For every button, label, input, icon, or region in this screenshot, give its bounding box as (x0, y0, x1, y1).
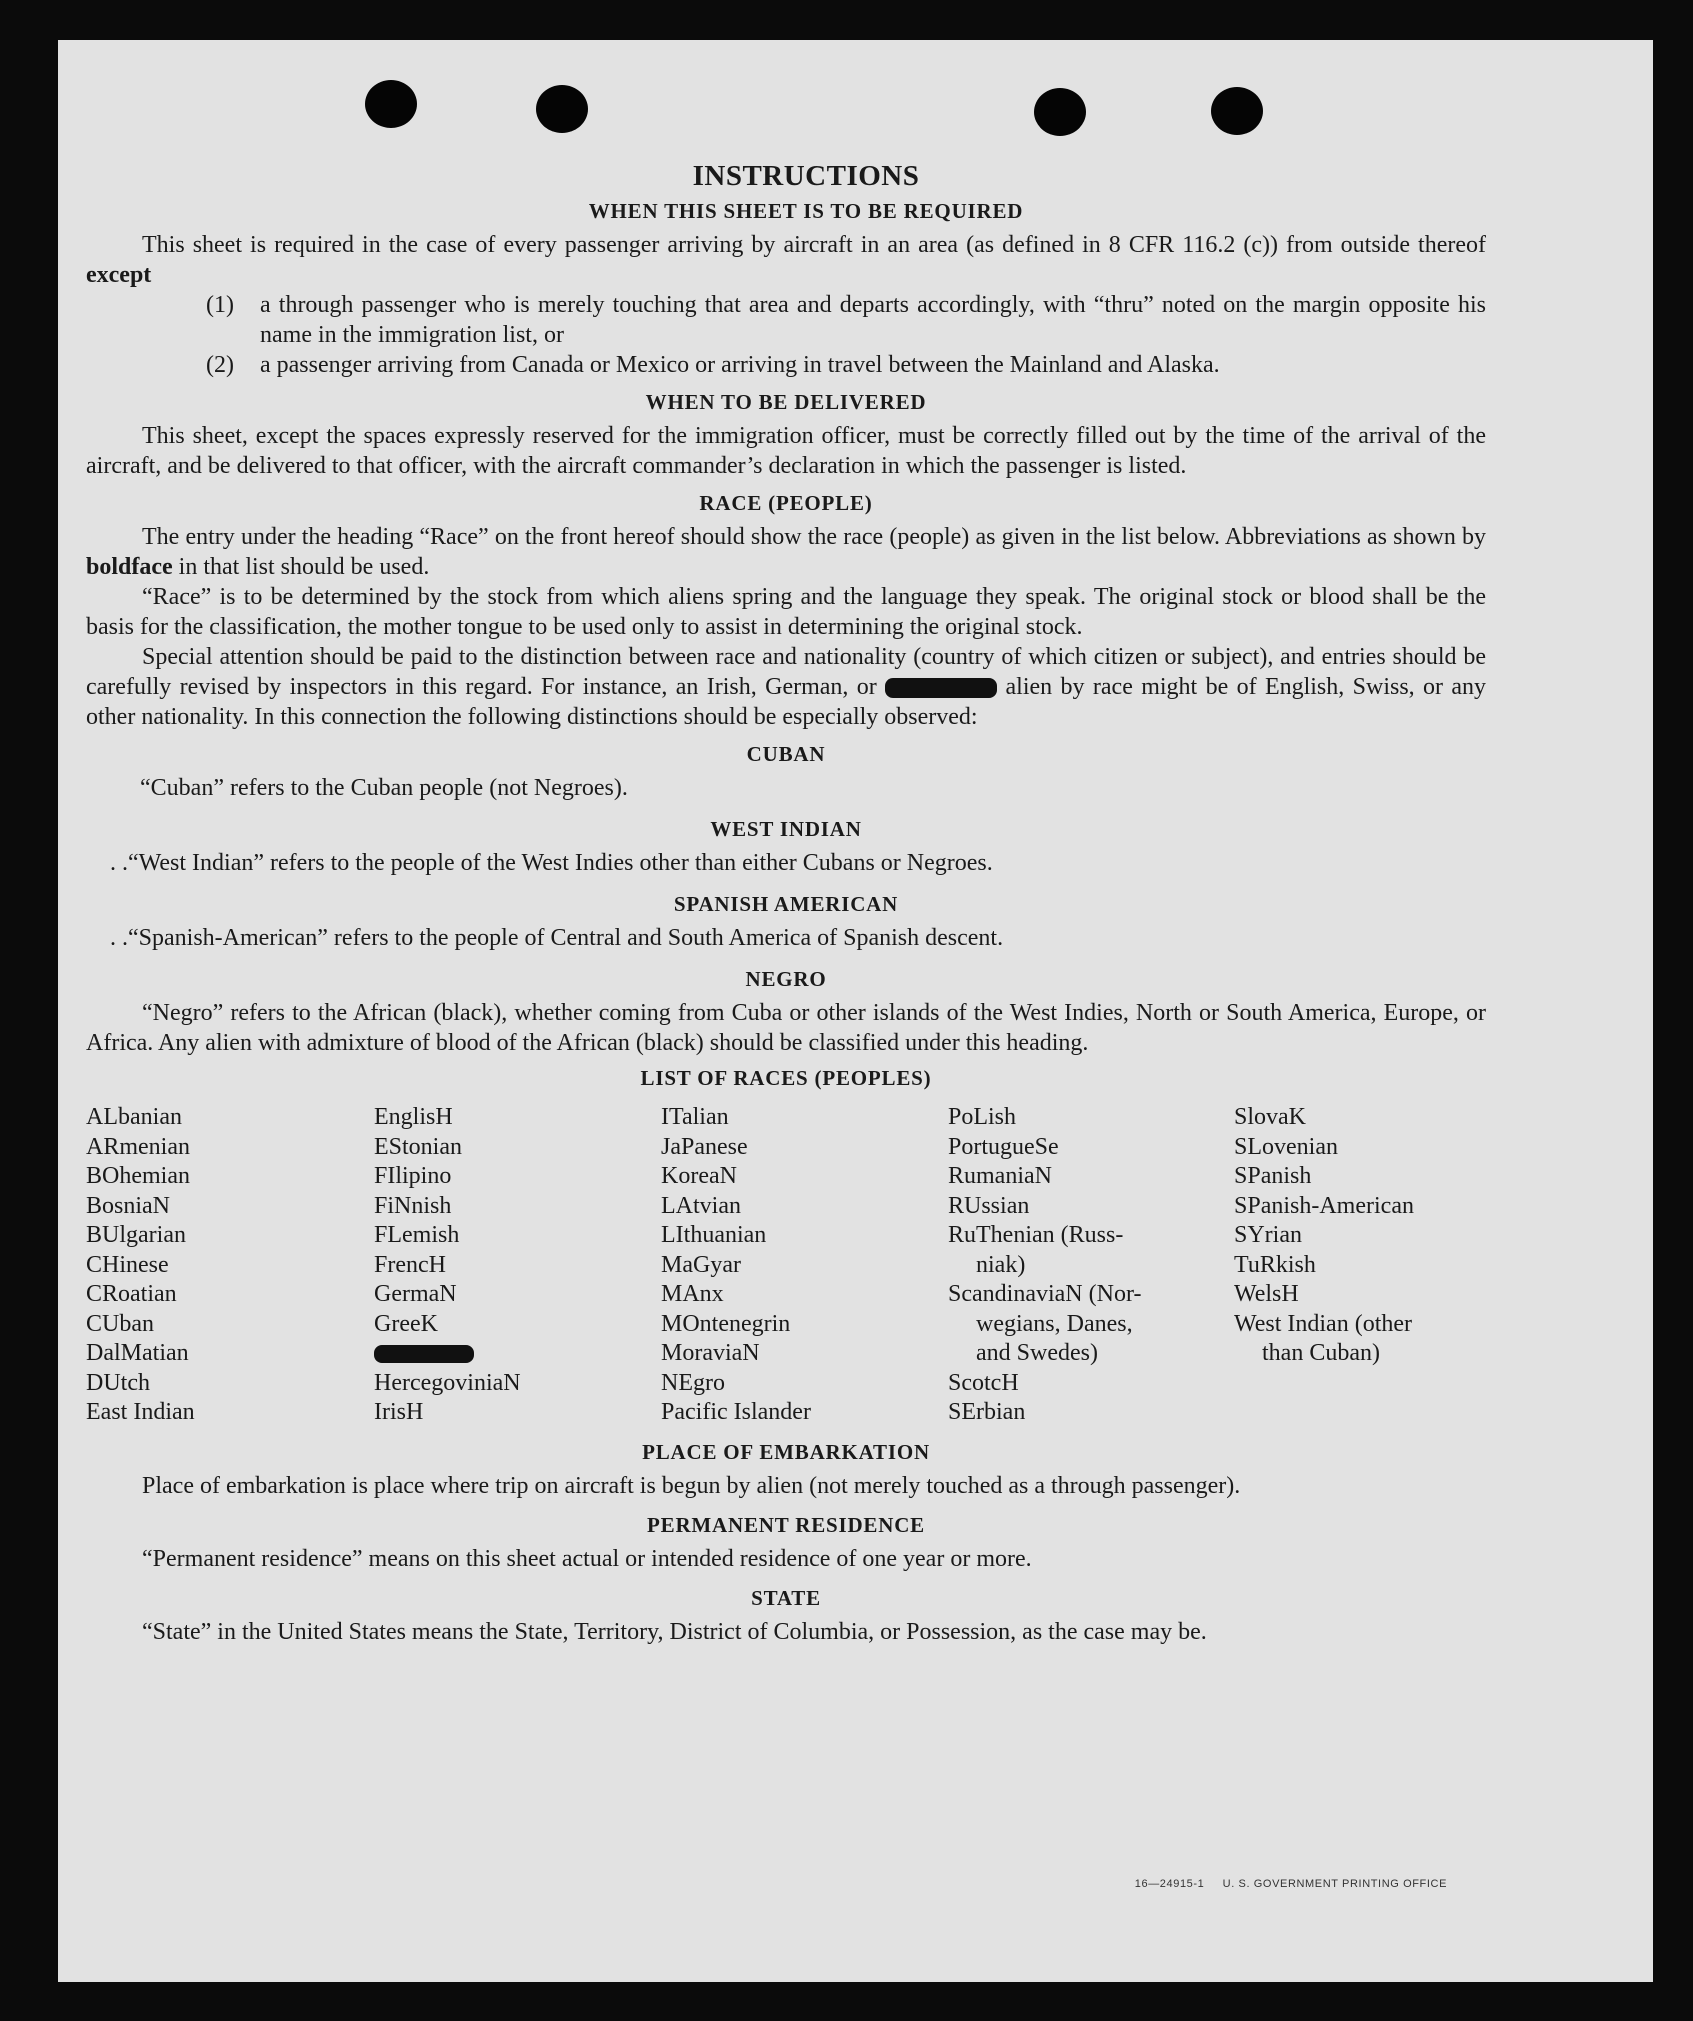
section-heading: WEST INDIAN (710, 817, 862, 841)
document-page (58, 40, 1653, 1982)
race-item: EnglisH (374, 1104, 453, 1130)
race-item: SYrian (1234, 1222, 1302, 1248)
race-item: RumaniaN (948, 1163, 1052, 1189)
race-item: FIlipino (374, 1163, 452, 1189)
race-item: MaGyar (661, 1251, 741, 1278)
race-item: KoreaN (661, 1163, 737, 1189)
race-item: MOntenegrin (661, 1310, 791, 1337)
section-heading: LIST OF RACES (PEOPLES) (640, 1066, 932, 1090)
section-heading: WHEN TO BE DELIVERED (645, 390, 927, 414)
race-item: GermaN (374, 1281, 457, 1307)
race-item: ARmenian (86, 1133, 190, 1160)
race-item: RuThenian (Russ- (948, 1222, 1124, 1248)
print-code: 16—24915-1 U. S. GOVERNMENT PRINTING OFFICE (1134, 1878, 1447, 1890)
race-item: SlovaK (1234, 1104, 1306, 1130)
spanish-american-text: . .“Spanish-American” refers to the people of Central and South America of Spanish descent. (110, 925, 1004, 951)
race-item: East Indian (86, 1399, 195, 1425)
permanent-residence-text: “Permanent residence” means on this sheet actual or intended residence of one year or more. (142, 1545, 1032, 1572)
section-heading: WHEN THIS SHEET IS TO BE REQUIRED (588, 199, 1024, 223)
section-heading: CUBAN (746, 742, 826, 766)
state-text: “State” in the United States means the State, Territory, District of Columbia, or Possession, as the case may be. (142, 1618, 1207, 1645)
race-item: MoraviaN (661, 1340, 760, 1366)
race-item-continuation: and Swedes) (976, 1340, 1098, 1366)
punch-hole (365, 80, 417, 128)
race-item: FrencH (374, 1251, 446, 1278)
race-item: SPanish-American (1234, 1192, 1414, 1219)
race-item: IrisH (374, 1399, 424, 1425)
punch-hole (536, 85, 588, 133)
races-column (948, 1103, 1234, 1428)
race-item: ScotcH (948, 1369, 1019, 1396)
race-item: ALbanian (86, 1104, 182, 1130)
races-column (86, 1103, 374, 1428)
race-item-continuation: niak) (976, 1251, 1026, 1278)
punch-hole (1211, 87, 1263, 135)
cuban-text: “Cuban” refers to the Cuban people (not Negroes). (140, 775, 628, 801)
section-heading: SPANISH AMERICAN (673, 892, 899, 916)
race-item: TuRkish (1234, 1251, 1316, 1278)
races-column (1234, 1103, 1484, 1428)
section-heading: PERMANENT RESIDENCE (647, 1512, 925, 1537)
race-item: JaPanese (661, 1133, 748, 1160)
race-item: SLovenian (1234, 1133, 1338, 1160)
race-paragraph-1: The entry under the heading “Race” on the front hereof should show the race (people) as given in the list below. Abbreviations as shown by boldface in that list should be used. (86, 524, 1486, 580)
race-item-continuation: wegians, Danes, (976, 1310, 1133, 1337)
redacted-race-item (374, 1339, 661, 1369)
section-heading: RACE (PEOPLE) (699, 491, 873, 515)
race-item: HercegoviniaN (374, 1369, 521, 1396)
race-item: LAtvian (661, 1192, 741, 1219)
races-list (86, 1103, 1486, 1428)
races-column (661, 1103, 948, 1428)
negro-text: “Negro” refers to the African (black), whether coming from Cuba or other islands of the West Indies, North or South America, Europe, or Africa. Any alien with admixture of blood of the African (black) should be classified under this heading. (86, 1000, 1486, 1056)
embarkation-text: Place of embarkation is place where trip on aircraft is begun by alien (not merely touched as a through passenger). (142, 1472, 1241, 1499)
redaction-mark (374, 1345, 474, 1363)
punch-hole (1034, 88, 1086, 136)
race-item: DalMatian (86, 1340, 189, 1366)
race-item: BOhemian (86, 1163, 190, 1189)
list-item: (2) a passenger arriving from Canada or Mexico or arriving in travel between the Mainland and Alaska. (206, 352, 1220, 378)
race-item: SPanish (1234, 1163, 1312, 1189)
list-item: (1) a through passenger who is merely touching that area and departs accordingly, with “thru” noted on the margin opposite his name in the immigration list, or (206, 292, 1486, 348)
race-item: MAnx (661, 1281, 724, 1307)
race-item: SErbian (948, 1399, 1026, 1425)
race-item: DUtch (86, 1369, 150, 1396)
race-item: CRoatian (86, 1281, 177, 1307)
page-title: INSTRUCTIONS (692, 160, 920, 192)
section-heading: NEGRO (745, 967, 827, 991)
instructions-body (86, 160, 1486, 1647)
race-item: NEgro (661, 1369, 725, 1396)
west-indian-text: . .“West Indian” refers to the people of the West Indies other than either Cubans or Negroes. (110, 850, 993, 876)
when-required-intro: This sheet is required in the case of every passenger arriving by aircraft in an area (as defined in 8 CFR 116.2 (c)) from outside thereof except (86, 232, 1486, 288)
race-item: CHinese (86, 1251, 169, 1278)
race-item: EStonian (374, 1133, 462, 1160)
race-item: GreeK (374, 1310, 438, 1337)
redaction-mark (885, 678, 997, 698)
race-item: WelsH (1234, 1281, 1299, 1307)
race-item: LIthuanian (661, 1222, 767, 1248)
race-item: PoLish (948, 1104, 1017, 1130)
race-item: FiNnish (374, 1192, 452, 1219)
when-delivered-text: This sheet, except the spaces expressly reserved for the immigration officer, must be correctly filled out by the time of the arrival of the aircraft, and be delivered to that officer, with the aircraft commander’s declaration in which the passenger is listed. (86, 423, 1486, 479)
race-item: ScandinaviaN (Nor- (948, 1281, 1142, 1307)
race-item: BUlgarian (86, 1222, 186, 1248)
section-heading: STATE (751, 1585, 821, 1610)
section-heading: PLACE OF EMBARKATION (642, 1439, 930, 1464)
races-column (374, 1103, 661, 1428)
race-paragraph-3: Special attention should be paid to the distinction between race and nationality (country of which citizen or subject), and entries should be carefully revised by inspectors in this regard. For instance, an Irish, German, or alien by race might be of English, Swiss, or any other nationality. In this connection the following distinctions should be especially observed: (86, 644, 1487, 730)
race-item-continuation: than Cuban) (1262, 1340, 1380, 1366)
race-item: West Indian (other (1234, 1310, 1413, 1337)
race-item: BosniaN (86, 1192, 170, 1219)
race-item: CUban (86, 1310, 154, 1337)
exception-list (86, 290, 1486, 380)
race-item: ITalian (661, 1104, 729, 1130)
race-item: FLemish (374, 1222, 460, 1248)
race-item: Pacific Islander (661, 1399, 811, 1425)
race-item: PortugueSe (948, 1133, 1059, 1160)
race-paragraph-2: “Race” is to be determined by the stock from which aliens spring and the language they speak. The original stock or blood shall be the basis for the classification, the mother tongue to be used only to assist in determining the original stock. (86, 584, 1486, 640)
race-item: RUssian (948, 1192, 1030, 1219)
